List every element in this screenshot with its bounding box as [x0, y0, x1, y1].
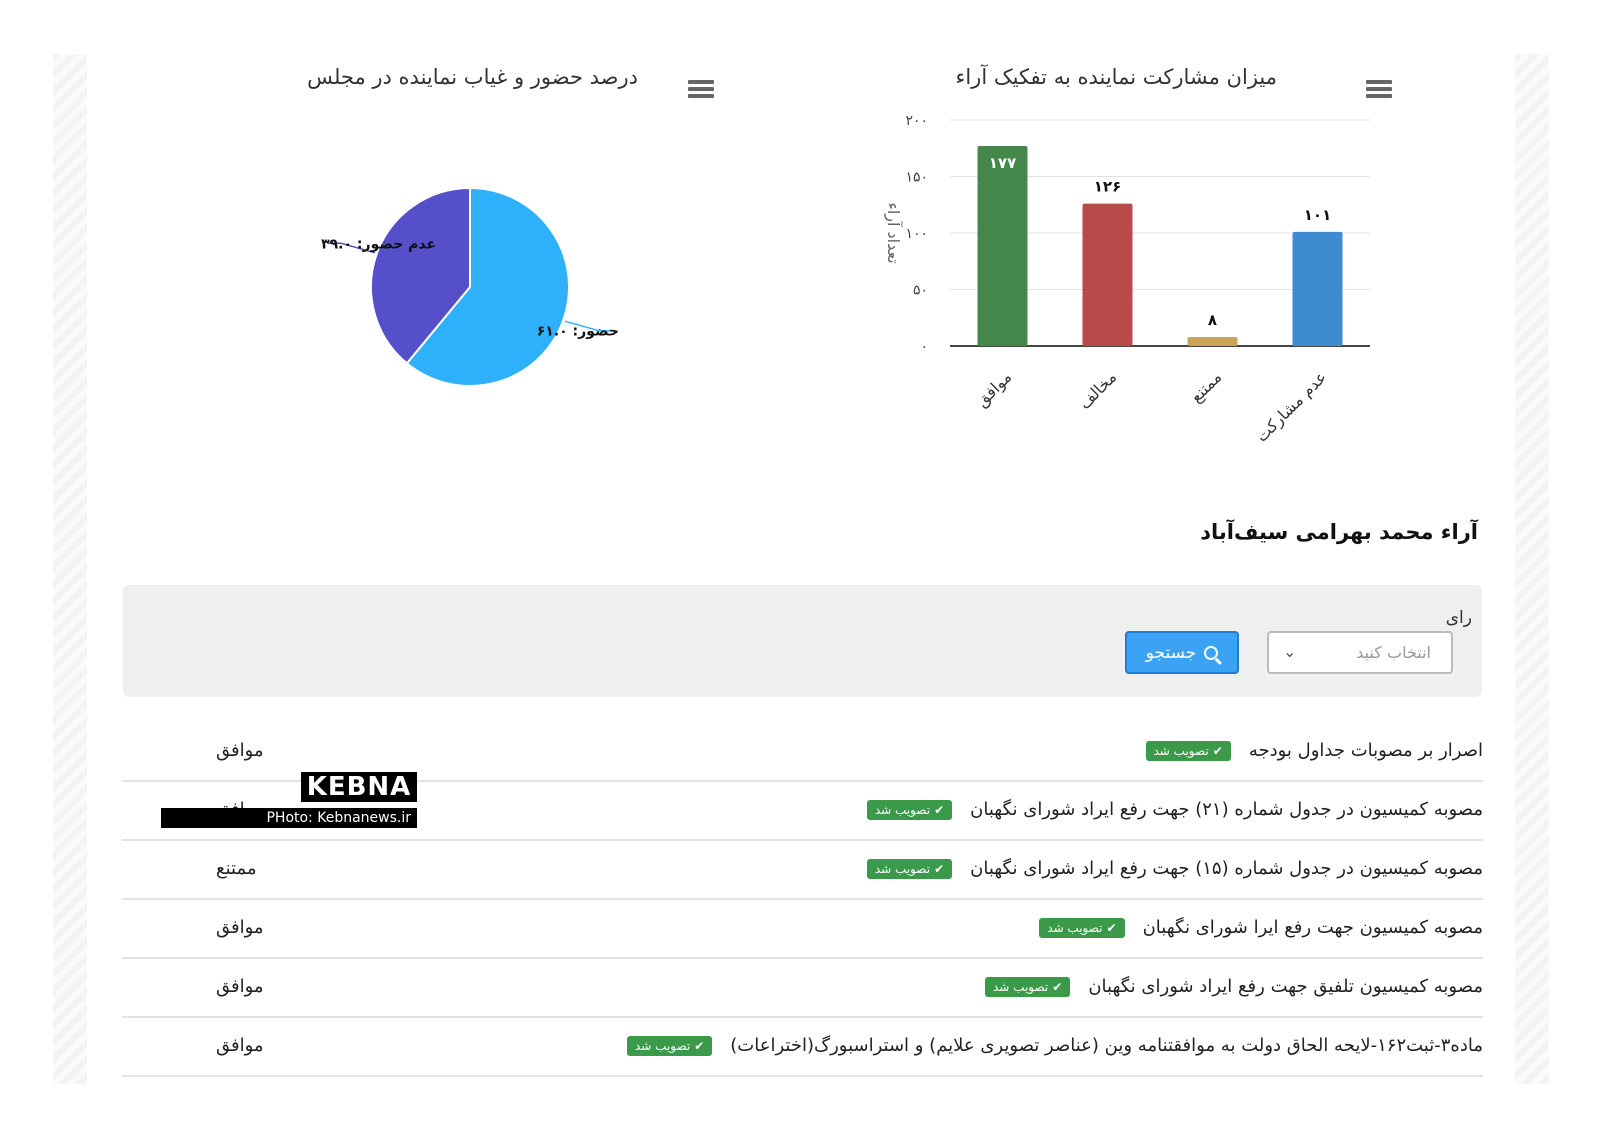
bill-title: مصوبه کمیسیون جهت رفع ایرا شورای نگهبان: [1142, 917, 1483, 938]
status-badge-label: تصویب شد: [993, 979, 1049, 994]
y-tick-label: ۰: [920, 339, 928, 355]
chevron-down-icon: ⌄: [1283, 642, 1297, 661]
status-badge-label: تصویب شد: [634, 1038, 691, 1053]
left-decorative-border: [53, 54, 87, 1084]
row-title-group: [867, 799, 1483, 820]
x-tick-label: ممتنع: [1186, 367, 1226, 407]
y-axis-label: تعداد آراء: [884, 202, 903, 264]
bar[interactable]: [1293, 232, 1343, 346]
bar-chart-menu-icon[interactable]: [1366, 80, 1392, 100]
status-badge: [1039, 918, 1124, 938]
search-button-label: جستجو: [1145, 642, 1197, 663]
y-tick-label: ۱۵۰: [905, 169, 928, 186]
bill-title: ماده۳-ثبت۱۶۲-لایحه الحاق دولت به موافقتنامه وین (عناصر تصویری علایم) و استراسبورگ(اختراعات): [730, 1035, 1483, 1056]
status-badge: [867, 800, 952, 820]
bar-value-label: ۱۰۱: [1303, 205, 1332, 224]
bar-chart-title: میزان مشارکت نماینده به تفکیک آراء: [955, 65, 1277, 89]
vote-value: موافق: [216, 1035, 264, 1056]
watermark: [161, 772, 417, 828]
vote-value: موافق: [216, 976, 264, 997]
vote-value: ممتنع: [216, 858, 257, 879]
search-button[interactable]: [1125, 631, 1239, 674]
row-title-group: [1039, 917, 1483, 938]
vote-select-placeholder: انتخاب کنید: [1356, 643, 1431, 662]
status-badge: [627, 1036, 712, 1056]
bar-value-label: ۸: [1207, 310, 1218, 329]
bar-value-label: ۱۲۶: [1093, 177, 1122, 196]
row-title-group: [1146, 740, 1484, 761]
bill-title: اصرار بر مصوبات جداول بودجه: [1248, 740, 1483, 761]
status-badge: [985, 977, 1070, 997]
bill-title: مصوبه کمیسیون در جدول شماره (۱۵) جهت رفع ایراد شورای نگهبان: [970, 858, 1483, 879]
status-badge: [867, 859, 952, 879]
y-tick-label: ۵۰: [912, 282, 928, 299]
bar[interactable]: [1188, 337, 1238, 346]
pie-data-label: حضور: ۶۱.۰: [536, 323, 619, 340]
vote-filter-label: رای: [1445, 608, 1472, 628]
row-title-group: [867, 858, 1483, 879]
check-icon: ✔: [1106, 920, 1117, 935]
x-tick-label: عدم مشارکت: [1252, 367, 1331, 446]
list-item[interactable]: [122, 959, 1483, 1018]
x-tick-label: موافق: [971, 367, 1016, 411]
row-title-group: [627, 1035, 1483, 1056]
list-item[interactable]: [122, 900, 1483, 959]
right-decorative-border: [1515, 54, 1549, 1084]
check-icon: ✔: [1052, 979, 1063, 994]
vote-value: موافق: [216, 740, 264, 761]
status-badge-label: تصویب شد: [1153, 743, 1209, 758]
y-tick-label: ۱۰۰: [905, 226, 928, 242]
vote-select[interactable]: [1267, 631, 1453, 674]
y-tick-label: ۲۰۰: [905, 113, 928, 129]
search-icon: [1204, 646, 1218, 660]
check-icon: ✔: [1212, 743, 1223, 758]
status-badge-label: تصویب شد: [1047, 920, 1103, 935]
status-badge-label: تصویب شد: [874, 861, 931, 876]
watermark-credit: PHoto: Kebnanews.ir: [161, 808, 417, 828]
watermark-brand: KEBNA: [301, 772, 417, 802]
bar-chart: [880, 100, 1420, 470]
pie-data-label: عدم حضور: ۳۹.۰: [321, 236, 437, 253]
x-tick-label: مخالف: [1074, 367, 1121, 413]
pie-chart-menu-icon[interactable]: [688, 80, 714, 100]
bar-value-label: ۱۷۷: [988, 153, 1017, 172]
status-badge: [1146, 741, 1231, 761]
list-item[interactable]: [122, 841, 1483, 900]
bar[interactable]: [978, 146, 1028, 346]
pie-chart-title: درصد حضور و غیاب نماینده در مجلس: [307, 65, 638, 89]
list-item[interactable]: [122, 1018, 1483, 1077]
bar[interactable]: [1083, 204, 1133, 346]
bill-title: مصوبه کمیسیون در جدول شماره (۲۱) جهت رفع ایراد شورای نگهبان: [970, 799, 1483, 820]
check-icon: ✔: [934, 861, 945, 876]
vote-value: موافق: [216, 917, 264, 938]
section-title: آراء محمد بهرامی سیف‌آباد: [1200, 520, 1478, 544]
check-icon: ✔: [694, 1038, 705, 1053]
check-icon: ✔: [934, 802, 945, 817]
bill-title: مصوبه کمیسیون تلفیق جهت رفع ایراد شورای نگهبان: [1088, 976, 1483, 997]
status-badge-label: تصویب شد: [874, 802, 931, 817]
pie-chart: [190, 170, 750, 430]
row-title-group: [985, 976, 1483, 997]
